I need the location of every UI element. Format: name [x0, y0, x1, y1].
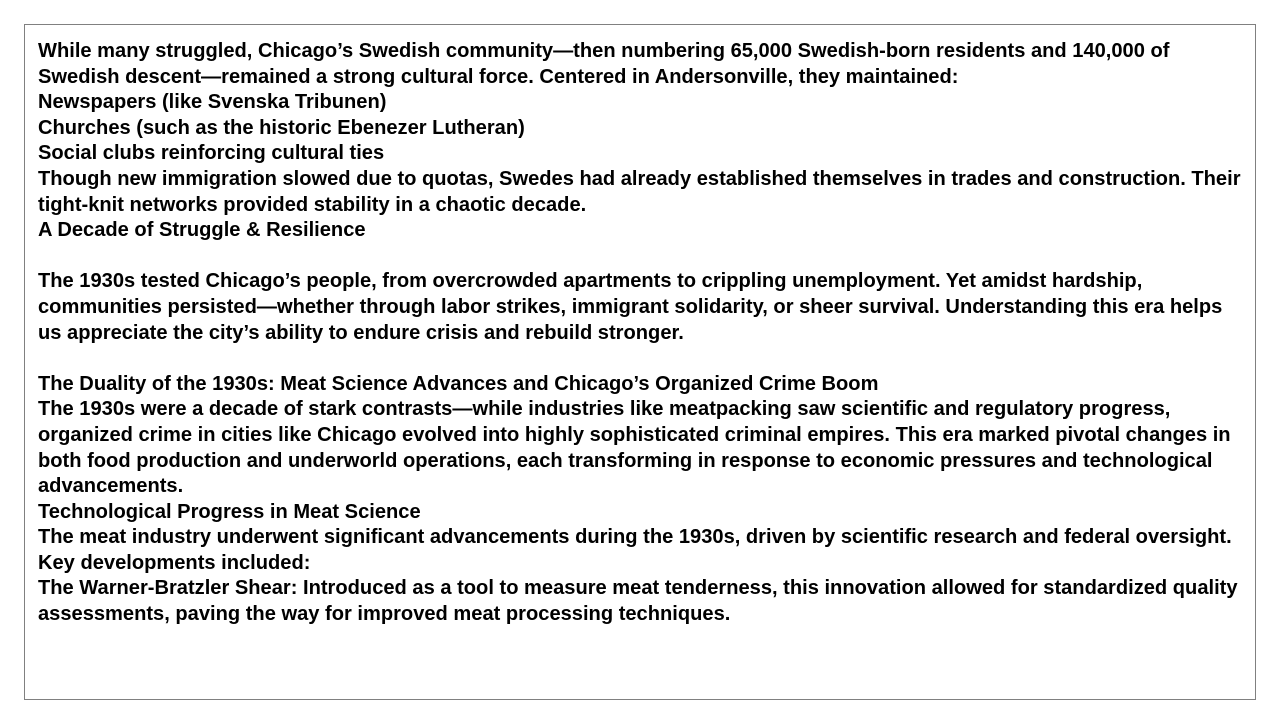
- paragraph-stark-contrasts: The 1930s were a decade of stark contrasts—while industries like meatpacking saw scientific and regulatory progress, organized crime in cities like Chicago evolved into highly sophisticated criminal empires. This era marked pivotal changes in both food production and underworld operations, each transforming in response to economic pressures and technological advancements.: [38, 398, 1231, 498]
- heading-duality-1930s: The Duality of the 1930s: Meat Science Advances and Chicago’s Organized Crime Boom: [38, 372, 879, 395]
- text-body: [38, 39, 1246, 628]
- paragraph-swedish-community: While many struggled, Chicago’s Swedish community—then numbering 65,000 Swedish-born residents and 140,000 of Swedish descent—remained a strong cultural force. Centered in Andersonville, they maintained:: [38, 40, 1170, 88]
- list-item-social-clubs: Social clubs reinforcing cultural ties: [38, 142, 385, 165]
- list-item-newspapers: Newspapers (like Svenska Tribunen): [38, 91, 387, 114]
- list-item-churches: Churches (such as the historic Ebenezer Lutheran): [38, 116, 525, 139]
- heading-technological-progress: Technological Progress in Meat Science: [38, 500, 421, 523]
- paragraph-immigration-quotas: Though new immigration slowed due to quotas, Swedes had already established themselves in trades and construction. Their tight-knit networks provided stability in a chaotic decade.: [38, 167, 1241, 216]
- blank-line: [38, 244, 1246, 270]
- paragraph-1930s-tested: The 1930s tested Chicago’s people, from overcrowded apartments to crippling unemployment. Yet amidst hardship, communities persisted—whether through labor strikes, immigrant solidarity, or sheer survival. Understanding this era helps us appreciate the city’s ability to endure crisis and rebuild stronger.: [38, 270, 1223, 344]
- paragraph-meat-industry: The meat industry underwent significant advancements during the 1930s, driven by scientific research and federal oversight. Key developments included:: [38, 526, 1232, 574]
- paragraph-warner-bratzler: The Warner-Bratzler Shear: Introduced as a tool to measure meat tenderness, this innovation allowed for standardized quality assessments, paving the way for improved meat processing techniques.: [38, 577, 1238, 626]
- heading-decade-of-struggle: A Decade of Struggle & Resilience: [38, 219, 366, 242]
- blank-line: [38, 346, 1246, 372]
